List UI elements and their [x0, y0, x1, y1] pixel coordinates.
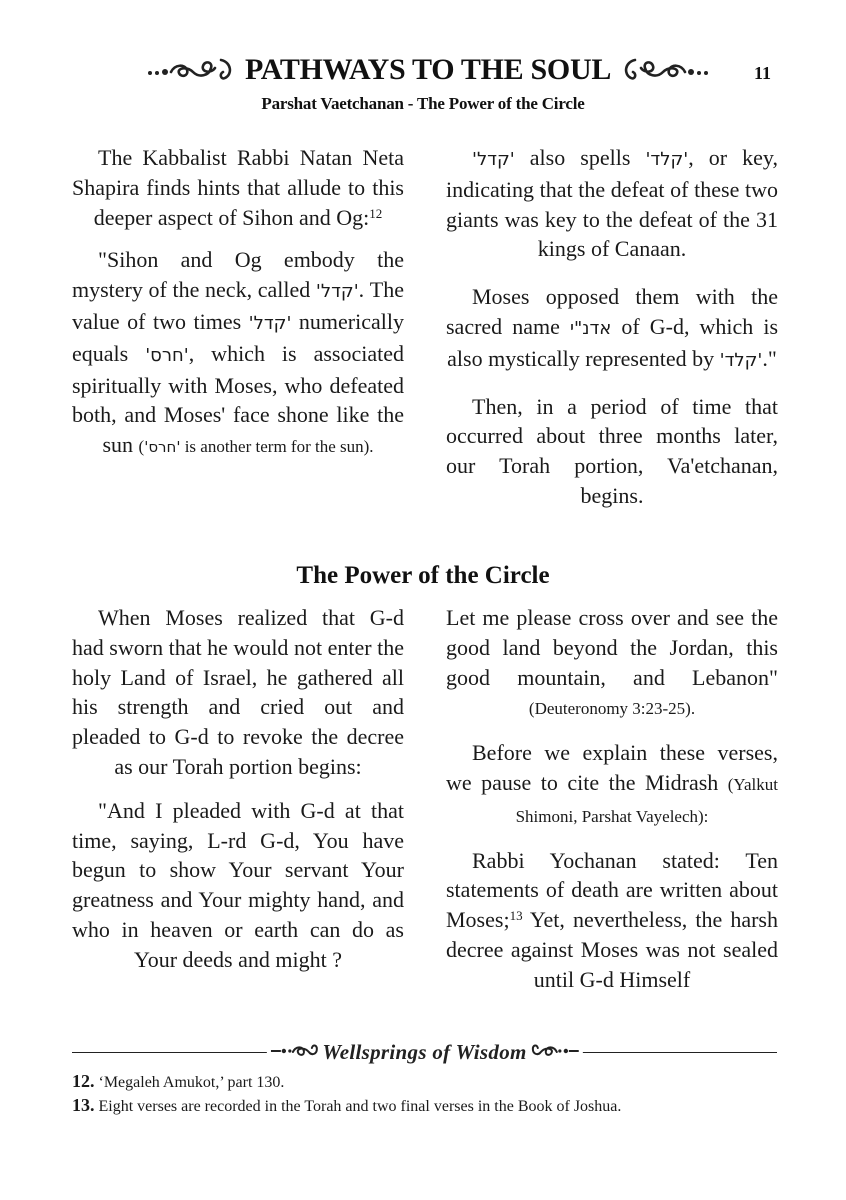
parenthetical-note: [139, 437, 374, 456]
citation: (Yalkut Shimoni, Parshat Vayelech):: [515, 774, 778, 826]
hebrew-word: 'חרס': [144, 438, 181, 457]
scroll-flourish-right-icon: [617, 56, 709, 85]
hebrew-word: 'קדל': [472, 149, 515, 170]
hebrew-word: 'קדל': [248, 312, 292, 334]
header-title-group: [133, 50, 723, 90]
paragraph: [446, 738, 778, 831]
paragraph: [72, 143, 404, 232]
running-header: [0, 50, 846, 90]
section-heading: The Power of the Circle: [296, 562, 550, 589]
text-segment: numerically equals: [72, 308, 404, 366]
footnote-number: 12.: [72, 1071, 95, 1091]
paragraph: When Moses realized that G-d had sworn that he would not enter the holy Land of Israel, he gathered all his strength and cried out and pleaded to G-d to revoke the decree as our Torah portion begins:: [72, 605, 404, 779]
section-right-column: [446, 603, 778, 995]
paragraph: [446, 282, 778, 375]
paragraph: Then, in a period of time that occurred about three months later, our Torah portion, Va'etchanan, begins.: [446, 393, 778, 508]
citation: (Deuteronomy 3:23-25).: [528, 699, 696, 719]
page-number: 11: [754, 63, 772, 83]
paragraph: [446, 143, 778, 264]
text-segment: also spells: [514, 145, 646, 170]
hebrew-word: 'חרס': [145, 344, 189, 366]
text-segment: Yet, nevertheless, the harsh decree against Moses was not sealed until G-d Himself: [446, 907, 778, 992]
quote-paragraph: [72, 245, 404, 463]
text-segment: Moses opposed them with the sacred name: [446, 284, 778, 339]
text-segment: , which is associated spiritually with Moses, who defeated both, and Moses' face shone like the sun: [72, 340, 404, 458]
footnotes: [72, 1070, 792, 1118]
footer-brand: [266, 1040, 582, 1065]
text-segment: (: [138, 437, 145, 457]
footnote-12: [72, 1070, 792, 1094]
text-segment: , or key, indicating that the defeat of these two giants was key to the defeat of the 31 kings of Canaan.: [446, 145, 778, 262]
text-segment: Rabbi Yochanan stated: Ten statements of death are written about Moses;: [446, 847, 778, 933]
footnote-text: Eight verses are recorded in the Torah and two final verses in the Book of Joshua.: [98, 1098, 622, 1115]
text-segment: Before we explain these verses, we pause to cite the Midrash: [446, 740, 778, 795]
scroll-flourish-right-icon: [531, 1041, 579, 1064]
header-title: PATHWAYS TO THE SOUL: [244, 53, 612, 86]
paragraph: [446, 846, 778, 995]
text-segment: "Sihon and Og embody the mystery of the neck, called: [72, 247, 404, 303]
footnote-ref-13[interactable]: 13: [509, 908, 523, 924]
footnote-13: [72, 1094, 792, 1118]
footer-divider: [72, 1040, 777, 1066]
footnote-text: ‘Megaleh Amukot,’ part 130.: [98, 1074, 285, 1091]
hebrew-word: אדנ"י: [569, 317, 612, 339]
hebrew-word: 'קלד': [719, 349, 763, 371]
quote-paragraph: "And I pleaded with G-d at that time, saying, L-rd G-d, You have begun to show Your servant Your greatness and Your mighty hand, and who in heaven or earth can do as Your deeds and might ?: [72, 797, 404, 972]
hebrew-word: 'קדל': [315, 281, 359, 303]
paragraph-text: The Kabbalist Rabbi Natan Neta Shapira finds hints that allude to this deeper aspect of Sihon and Og:: [72, 145, 404, 230]
scroll-flourish-left-icon: [270, 1041, 318, 1064]
footnote-number: 13.: [72, 1095, 95, 1115]
section-left-column: [72, 603, 404, 975]
scroll-flourish-left-icon: [147, 56, 239, 85]
intro-left-column: [72, 143, 404, 463]
chapter-subtitle: Parshat Vaetchanan - The Power of the Circle: [261, 94, 585, 113]
text-segment: Let me please cross over and see the good land beyond the Jordan, this good mountain, and Lebanon": [446, 605, 778, 690]
text-segment: .": [762, 345, 777, 371]
text-segment: . The value of two times: [72, 277, 404, 334]
text-segment: is another term for the sun).: [180, 437, 374, 457]
intro-right-column: [446, 143, 778, 511]
text-segment: of G-d, which is also mystically represented by: [447, 313, 778, 371]
footnote-ref-12[interactable]: 12: [369, 205, 383, 221]
quote-continuation: [446, 603, 778, 724]
footer-brand-text: Wellsprings of Wisdom: [322, 1040, 527, 1064]
hebrew-word: 'קלד': [645, 149, 689, 170]
